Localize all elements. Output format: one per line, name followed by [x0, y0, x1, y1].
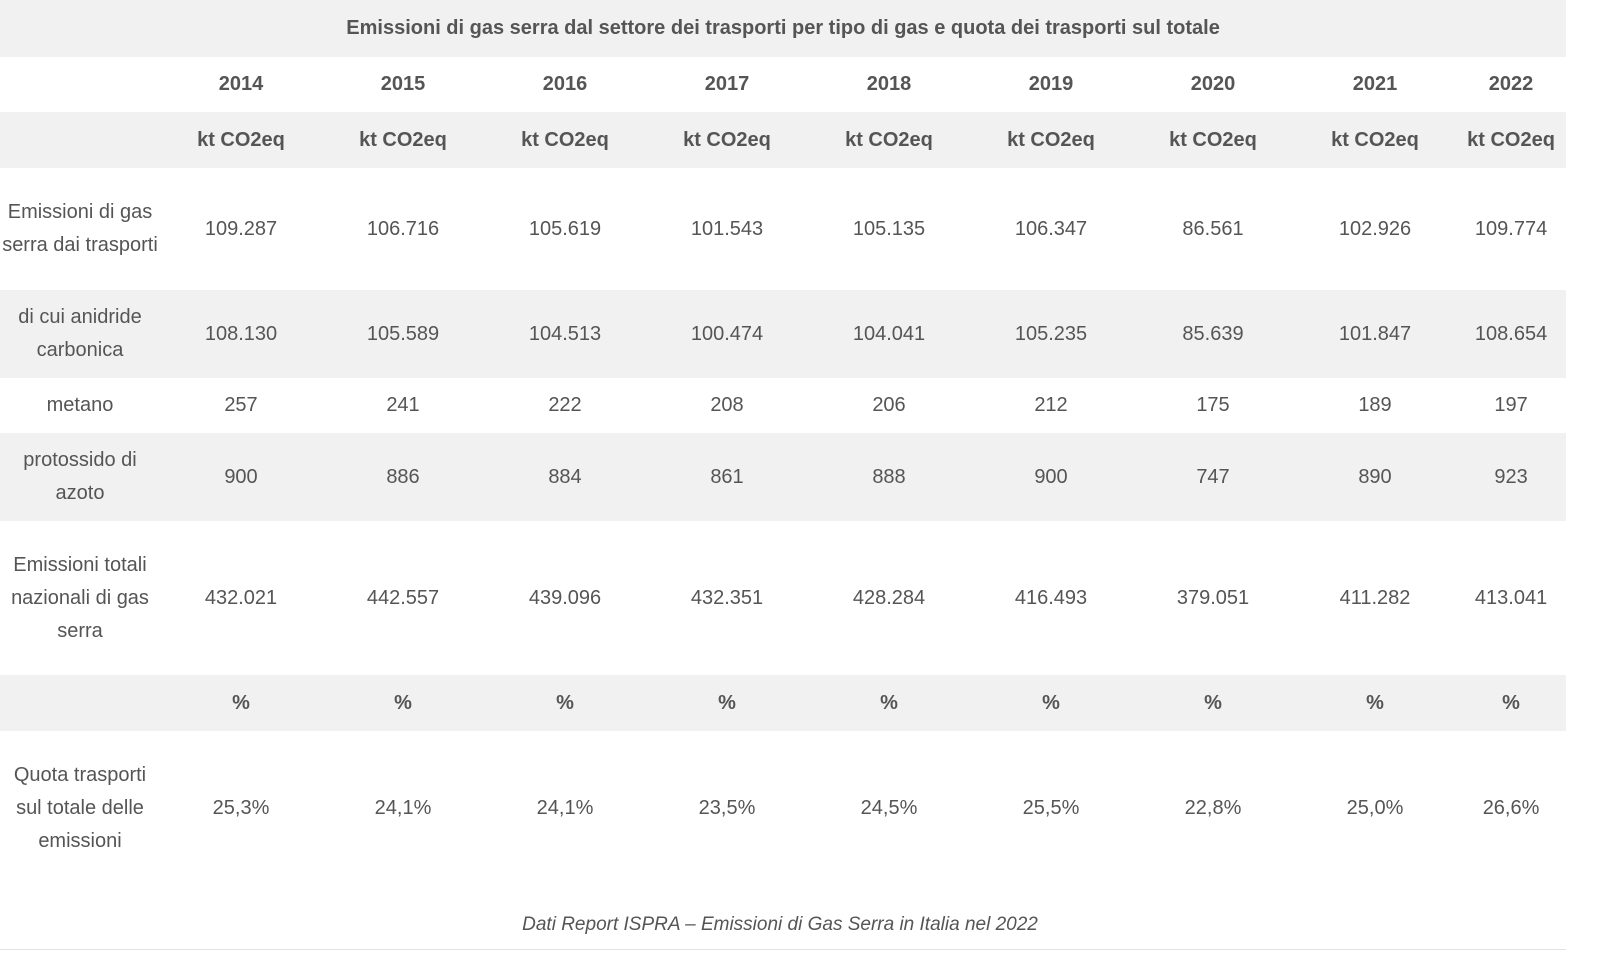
row-label: Emissioni di gas serra dai trasporti [2, 201, 158, 256]
percent-header-row [0, 675, 1566, 731]
table-cell: 208 [710, 394, 744, 416]
table-cell: 86.561 [1182, 217, 1244, 240]
table-cell: 923 [1456, 433, 1566, 521]
table-cell: 26,6% [1482, 796, 1540, 819]
table-cell: 888 [808, 433, 970, 521]
table-cell: 105.135 [852, 217, 926, 240]
empty-percent-cell [0, 675, 160, 731]
year-header: 2016 [542, 73, 588, 95]
year-header: 2020 [1190, 73, 1236, 95]
table-title: Emissioni di gas serra dal settore dei trasporti per tipo di gas e quota dei trasporti sul totale [0, 0, 1566, 57]
table-cell: 428.284 [852, 586, 926, 609]
table-cell: 241 [386, 394, 420, 416]
table-cell: 108.130 [160, 290, 322, 378]
year-header: 2022 [1488, 73, 1534, 95]
unit-header: kt CO2eq [1294, 112, 1456, 168]
table-cell: 861 [646, 433, 808, 521]
percent-header: % [1132, 675, 1294, 731]
table-cell: 109.774 [1474, 217, 1548, 240]
table-cell: 900 [970, 433, 1132, 521]
table-cell: 411.282 [1339, 586, 1411, 609]
unit-header: kt CO2eq [646, 112, 808, 168]
percent-header: % [646, 675, 808, 731]
percent-header: % [808, 675, 970, 731]
unit-header: kt CO2eq [322, 112, 484, 168]
percent-header: % [322, 675, 484, 731]
row-label: protossido di azoto [0, 433, 160, 521]
unit-header: kt CO2eq [484, 112, 646, 168]
table-cell: 197 [1494, 394, 1528, 416]
table-cell: 109.287 [204, 217, 278, 240]
unit-header-row [0, 112, 1566, 168]
table-row-total-transport [0, 168, 1566, 290]
table-cell: 432.351 [690, 586, 764, 609]
source-caption: Dati Report ISPRA – Emissioni di Gas Serra in Italia nel 2022 [522, 914, 1038, 935]
table-cell: 23,5% [698, 796, 756, 819]
table-title-row [0, 0, 1566, 57]
table-cell: 416.493 [1014, 586, 1088, 609]
year-header: 2018 [866, 73, 912, 95]
year-header: 2021 [1352, 73, 1398, 95]
table-cell: 257 [224, 394, 258, 416]
table-cell: 212 [1034, 394, 1068, 416]
row-label: di cui anidride carbonica [0, 290, 160, 378]
table-cell: 900 [160, 433, 322, 521]
table-row-ch4 [0, 378, 1566, 433]
table-cell: 85.639 [1132, 290, 1294, 378]
table-cell: 25,0% [1346, 796, 1404, 819]
table-cell: 432.021 [204, 586, 278, 609]
unit-header: kt CO2eq [808, 112, 970, 168]
table-row-n2o [0, 433, 1566, 521]
table-cell: 24,1% [536, 796, 594, 819]
table-cell: 189 [1358, 394, 1392, 416]
table-cell: 222 [548, 394, 582, 416]
row-label: metano [46, 394, 114, 416]
bottom-divider [0, 949, 1566, 950]
table-cell: 24,5% [860, 796, 918, 819]
table-row-national-total [0, 521, 1566, 675]
table-cell: 747 [1132, 433, 1294, 521]
table-cell: 206 [872, 394, 906, 416]
row-label: Emissioni totali nazionali di gas serra [11, 553, 149, 642]
unit-header: kt CO2eq [160, 112, 322, 168]
table-cell: 439.096 [528, 586, 602, 609]
empty-header-cell [0, 57, 160, 112]
table-cell: 104.513 [484, 290, 646, 378]
table-cell: 104.041 [808, 290, 970, 378]
table-cell: 175 [1196, 394, 1230, 416]
year-header: 2019 [1028, 73, 1074, 95]
table-cell: 101.543 [690, 217, 764, 240]
percent-header: % [1456, 675, 1566, 731]
table-cell: 24,1% [374, 796, 432, 819]
table-cell: 25,3% [212, 796, 270, 819]
year-header: 2014 [218, 73, 264, 95]
table-cell: 25,5% [1022, 796, 1080, 819]
table-cell: 884 [484, 433, 646, 521]
table-cell: 108.654 [1456, 290, 1566, 378]
table-cell: 890 [1294, 433, 1456, 521]
table-cell: 413.041 [1474, 586, 1548, 609]
year-header: 2015 [380, 73, 426, 95]
table-cell: 379.051 [1176, 586, 1250, 609]
unit-header: kt CO2eq [1132, 112, 1294, 168]
percent-header: % [160, 675, 322, 731]
table-cell: 102.926 [1338, 217, 1412, 240]
row-label: Quota trasporti sul totale delle emissioni [13, 763, 147, 852]
percent-header: % [970, 675, 1132, 731]
table-cell: 101.847 [1294, 290, 1456, 378]
table-cell: 105.235 [970, 290, 1132, 378]
table-cell: 106.347 [1014, 217, 1088, 240]
table-row-co2 [0, 290, 1566, 378]
table-cell: 100.474 [646, 290, 808, 378]
empty-unit-cell [0, 112, 160, 168]
table-cell: 886 [322, 433, 484, 521]
year-header: 2017 [704, 73, 750, 95]
unit-header: kt CO2eq [970, 112, 1132, 168]
unit-header: kt CO2eq [1456, 112, 1566, 168]
table-cell: 105.619 [528, 217, 602, 240]
table-cell: 22,8% [1184, 796, 1242, 819]
table-row-quota [0, 731, 1566, 885]
percent-header: % [1294, 675, 1456, 731]
table-cell: 106.716 [366, 217, 440, 240]
year-header-row [0, 57, 1566, 112]
table-cell: 442.557 [366, 586, 440, 609]
percent-header: % [484, 675, 646, 731]
table-cell: 105.589 [322, 290, 484, 378]
